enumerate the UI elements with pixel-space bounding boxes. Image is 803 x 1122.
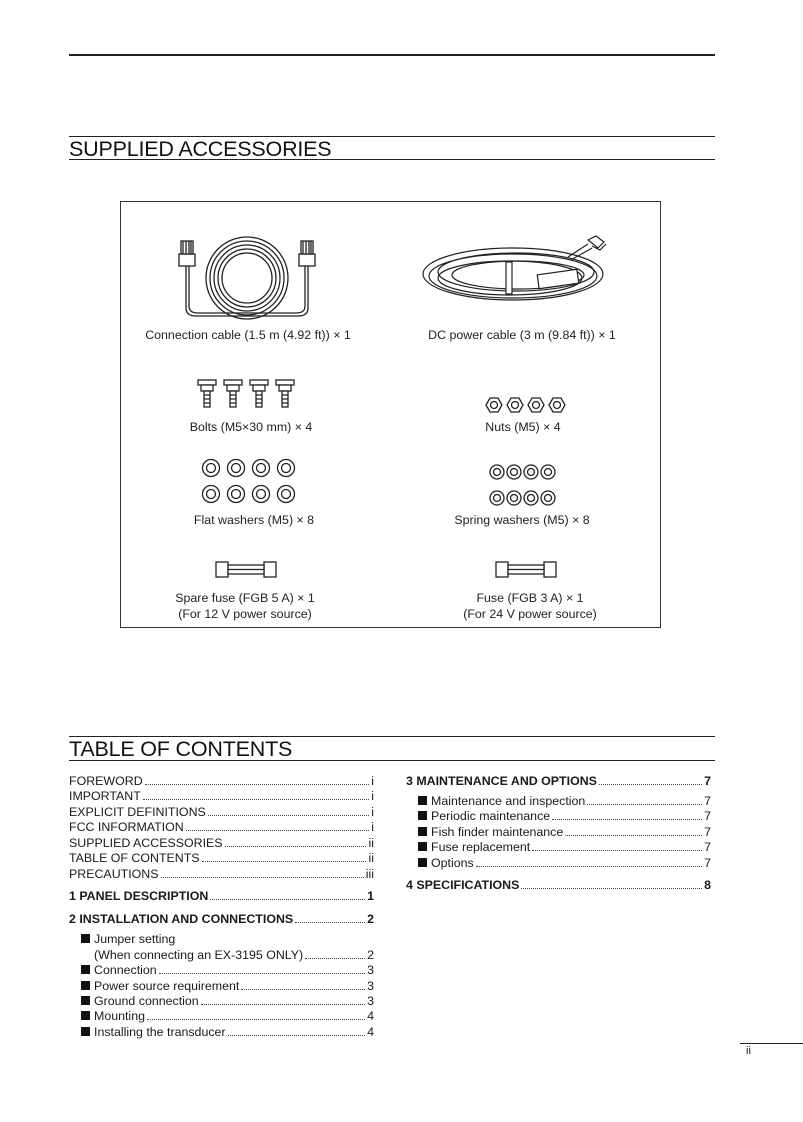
bolts-caption bbox=[121, 419, 381, 435]
toc-entry-label: Jumper setting bbox=[94, 932, 176, 946]
square-bullet-icon bbox=[81, 1011, 90, 1020]
toc-entry[interactable] bbox=[81, 979, 374, 995]
toc-entry-page: 7 bbox=[704, 774, 711, 788]
square-bullet-icon bbox=[81, 965, 90, 974]
toc-entry-label: Periodic maintenance bbox=[431, 809, 551, 823]
toc-entry[interactable] bbox=[69, 774, 374, 790]
caption-line: Spring washers (M5) × 8 bbox=[454, 513, 590, 527]
toc-entry[interactable] bbox=[69, 867, 374, 883]
square-bullet-icon bbox=[81, 1027, 90, 1036]
toc-entry-page: 8 bbox=[704, 878, 711, 892]
top-rule bbox=[69, 54, 715, 56]
toc-chapter-entry[interactable] bbox=[69, 889, 374, 905]
toc-chapter-entry[interactable] bbox=[406, 878, 711, 894]
toc-entry-label: 2 INSTALLATION AND CONNECTIONS bbox=[69, 912, 294, 926]
toc-entry[interactable] bbox=[81, 963, 374, 979]
nuts-caption bbox=[393, 419, 653, 435]
supplied-accessories-heading: SUPPLIED ACCESSORIES bbox=[69, 137, 332, 161]
toc-entry[interactable] bbox=[418, 856, 711, 872]
toc-entry-label: 4 SPECIFICATIONS bbox=[406, 878, 520, 892]
spare-fuse-icon bbox=[215, 561, 277, 579]
toc-entry-label: 1 PANEL DESCRIPTION bbox=[69, 889, 209, 903]
toc-entry[interactable] bbox=[81, 994, 374, 1010]
toc-entry-label: Installing the transducer bbox=[94, 1025, 226, 1039]
page-number: ii bbox=[746, 1045, 751, 1057]
caption-line: (For 24 V power source) bbox=[463, 607, 597, 621]
connection-cable-icon bbox=[170, 236, 330, 326]
toc-entry[interactable] bbox=[81, 1009, 374, 1025]
toc-entry[interactable] bbox=[69, 789, 374, 805]
caption-line: Bolts (M5×30 mm) × 4 bbox=[189, 420, 313, 434]
toc-entry[interactable] bbox=[69, 836, 374, 852]
toc-entry-label: Connection bbox=[94, 963, 157, 977]
toc-entry[interactable] bbox=[69, 820, 374, 836]
fuse-icon bbox=[495, 561, 557, 579]
toc-entry-page: i bbox=[371, 805, 374, 819]
toc-entry-page: 3 bbox=[367, 963, 374, 977]
spare-fuse-caption bbox=[115, 590, 375, 622]
toc-entry[interactable] bbox=[418, 794, 711, 810]
toc-entry[interactable] bbox=[418, 825, 711, 841]
toc-entry-page: iii bbox=[365, 867, 374, 881]
flat-washers-caption bbox=[124, 512, 384, 528]
square-bullet-icon bbox=[418, 827, 427, 836]
caption-line: Nuts (M5) × 4 bbox=[485, 420, 561, 434]
toc-entry-page: i bbox=[371, 820, 374, 834]
toc-entry-page: 4 bbox=[367, 1025, 374, 1039]
square-bullet-icon bbox=[81, 934, 90, 943]
toc-entry-page: i bbox=[371, 774, 374, 788]
toc-entry-label: IMPORTANT bbox=[69, 789, 141, 803]
toc-entry-label: EXPLICIT DEFINITIONS bbox=[69, 805, 206, 819]
fuse-caption bbox=[400, 590, 660, 622]
toc-entry[interactable] bbox=[418, 840, 711, 856]
toc-entry-label: Fish finder maintenance bbox=[431, 825, 564, 839]
dc-power-cable-caption bbox=[392, 327, 652, 343]
square-bullet-icon bbox=[81, 981, 90, 990]
connection-cable-caption bbox=[118, 327, 378, 343]
square-bullet-icon bbox=[418, 796, 427, 805]
toc-entry[interactable] bbox=[418, 809, 711, 825]
toc-entry-label: Maintenance and inspection bbox=[431, 794, 586, 808]
toc-entry[interactable] bbox=[94, 948, 374, 964]
toc-entry-label: Options bbox=[431, 856, 474, 870]
toc-entry-page: i bbox=[371, 789, 374, 803]
toc-entry-label: FCC INFORMATION bbox=[69, 820, 184, 834]
page-corner-rule bbox=[740, 1043, 803, 1044]
caption-line: (For 12 V power source) bbox=[178, 607, 312, 621]
spring-washers-icon bbox=[488, 462, 558, 508]
toc-entry[interactable] bbox=[81, 932, 374, 948]
toc-entry-label: Power source requirement bbox=[94, 979, 240, 993]
toc-entry-label: (When connecting an EX-3195 ONLY) bbox=[94, 948, 304, 962]
toc-entry-page: 1 bbox=[367, 889, 374, 903]
table-of-contents-heading: TABLE OF CONTENTS bbox=[69, 737, 293, 761]
square-bullet-icon bbox=[81, 996, 90, 1005]
toc-entry-label: Fuse replacement bbox=[431, 840, 531, 854]
toc-chapter-entry[interactable] bbox=[69, 912, 374, 928]
toc-entry-label: Mounting bbox=[94, 1009, 145, 1023]
toc-entry[interactable] bbox=[69, 805, 374, 821]
caption-line: Flat washers (M5) × 8 bbox=[193, 513, 315, 527]
toc-entry-page: 7 bbox=[704, 856, 711, 870]
toc-entry-label: 3 MAINTENANCE AND OPTIONS bbox=[406, 774, 597, 788]
dc-power-cable-icon bbox=[418, 232, 618, 312]
toc-entry[interactable] bbox=[69, 851, 374, 867]
square-bullet-icon bbox=[418, 858, 427, 867]
toc-entry-page: ii bbox=[368, 851, 374, 865]
toc-entry-page: 4 bbox=[367, 1009, 374, 1023]
toc-entry-page: 2 bbox=[367, 912, 374, 926]
toc-entry-page: ii bbox=[368, 836, 374, 850]
caption-line: Spare fuse (FGB 5 A) × 1 bbox=[175, 591, 315, 605]
toc-entry-label: Ground connection bbox=[94, 994, 199, 1008]
toc-entry-label: SUPPLIED ACCESSORIES bbox=[69, 836, 223, 850]
toc-entry[interactable] bbox=[81, 1025, 374, 1041]
toc-chapter-entry[interactable] bbox=[406, 774, 711, 790]
toc-entry-page: 3 bbox=[367, 994, 374, 1008]
toc-entry-page: 7 bbox=[704, 840, 711, 854]
flat-washers-icon bbox=[201, 458, 299, 504]
nuts-icon bbox=[482, 396, 562, 414]
toc-entry-page: 7 bbox=[704, 809, 711, 823]
toc-entry-label: PRECAUTIONS bbox=[69, 867, 159, 881]
caption-line: Connection cable (1.5 m (4.92 ft)) × 1 bbox=[145, 328, 351, 342]
square-bullet-icon bbox=[418, 811, 427, 820]
square-bullet-icon bbox=[418, 842, 427, 851]
toc-entry-page: 3 bbox=[367, 979, 374, 993]
toc-entry-label: TABLE OF CONTENTS bbox=[69, 851, 200, 865]
spring-washers-caption bbox=[392, 512, 652, 528]
toc-entry-label: FOREWORD bbox=[69, 774, 143, 788]
toc-entry-page: 7 bbox=[704, 825, 711, 839]
caption-line: Fuse (FGB 3 A) × 1 bbox=[476, 591, 584, 605]
toc-entry-page: 2 bbox=[367, 948, 374, 962]
toc-entry-page: 7 bbox=[704, 794, 711, 808]
caption-line: DC power cable (3 m (9.84 ft)) × 1 bbox=[428, 328, 616, 342]
bolts-icon bbox=[196, 378, 300, 410]
